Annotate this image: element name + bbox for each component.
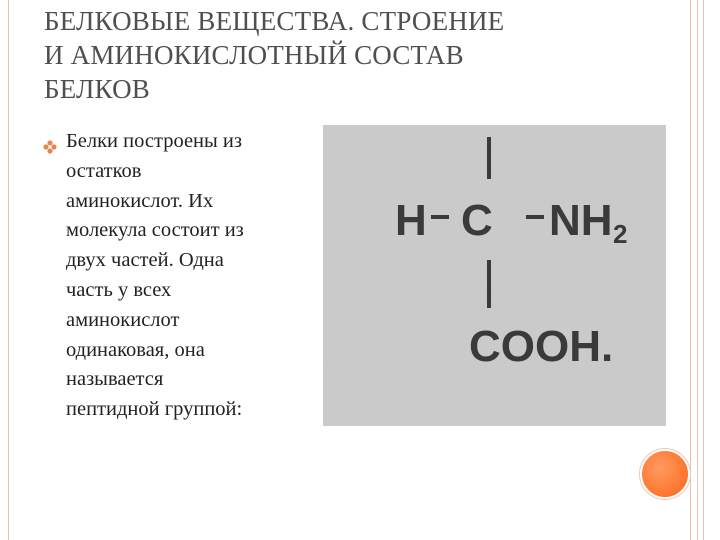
bullet-line: остатков (66, 159, 142, 182)
atom-nh: NH (549, 196, 613, 245)
frame-line-right (703, 0, 704, 540)
frame-line-left (8, 0, 9, 540)
atom-c: C (461, 196, 493, 245)
title-line: БЕЛКОВ (44, 74, 150, 104)
atom-h: H (395, 196, 427, 245)
bullet-line: двух частей. Одна (66, 249, 224, 272)
frame-line-right (690, 0, 691, 540)
group-cooh: COOH. (469, 322, 614, 371)
title-line: БЕЛКОВЫЕ ВЕЩЕСТВА. СТРОЕНИЕ (44, 6, 505, 36)
bond-line (487, 137, 491, 179)
title-line: И АМИНОКИСЛОТНЫЙ СОСТАВ (44, 40, 464, 70)
slide-title (44, 4, 664, 106)
bullet-line: одинаковая, она (66, 338, 205, 361)
bond-line (526, 215, 544, 219)
bullet-line: молекула состоит из (66, 219, 244, 242)
bullet-line: аминокислот. Их (66, 189, 214, 212)
bullet-line: Белки построены из (66, 130, 242, 152)
subscript-2: 2 (613, 219, 628, 249)
bullet-text (66, 127, 326, 425)
bullet-line: аминокислот (66, 308, 180, 331)
bullet-line: называется (66, 368, 164, 391)
flower-bullet-icon (43, 140, 57, 154)
bullet-line: часть у всех (66, 278, 172, 301)
bond-line (487, 260, 491, 308)
bullet-line: пептидной группой: (66, 398, 243, 421)
bond-line (431, 215, 449, 219)
decorative-orange-circle (640, 449, 690, 499)
amino-acid-formula-image (323, 125, 666, 426)
frame-line-right (697, 0, 698, 540)
